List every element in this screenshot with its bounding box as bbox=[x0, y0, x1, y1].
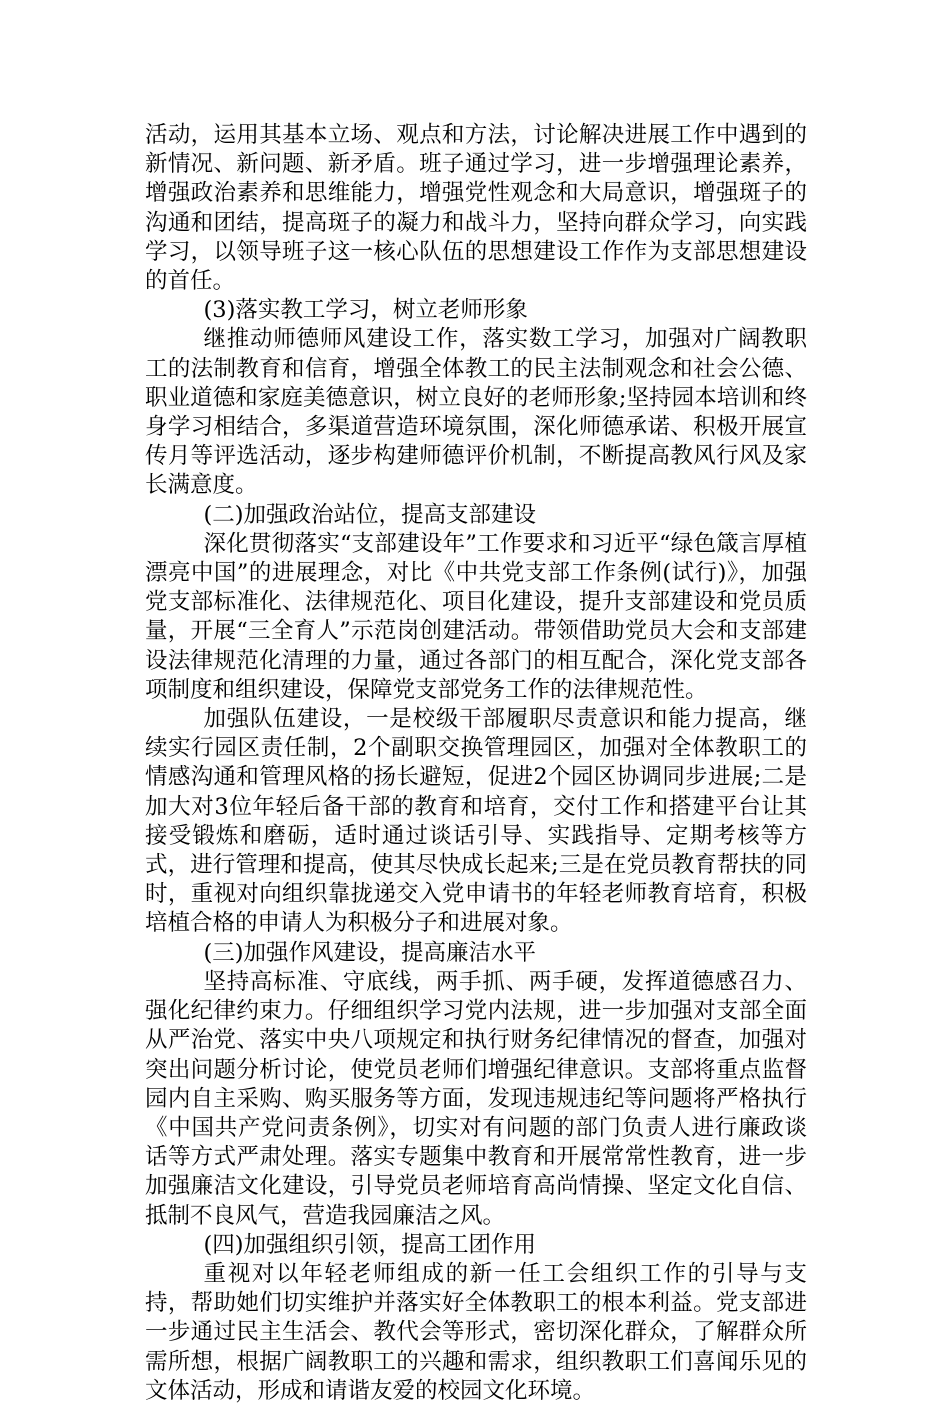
subheading-teacher-learning: (3)落实教工学习，树立老师形象 bbox=[203, 297, 528, 324]
subheading-organization: (四)加强组织引领，提高工团作用 bbox=[203, 1231, 537, 1258]
paragraph-continuation: 活动，运用其基本立场、观点和方法，讨论解决进展工作中遇到的新情况、新问题、新矛盾。班子通过学习，进一步增强理论素养，增强政治素养和思维能力，增强党性观念和大局意识，增强斑子的沟通和团结，提高斑子的凝力和战斗力，坚持向群众学习，向实践学习，以领导班子这一核心队伍的思想建设工作作为支部思想建设的首任。 bbox=[145, 122, 807, 295]
subheading-political-stance: (二)加强政治站位，提高支部建设 bbox=[203, 501, 537, 528]
subheading-work-style: (三)加强作风建设，提高廉洁水平 bbox=[203, 939, 537, 966]
paragraph-branch-building: 深化贯彻落实“支部建设年”工作要求和习近平“绿色箴言厚植漂亮中国”的进展理念，对比《中共党支部工作条例(试行)》，加强党支部标准化、法律规范化、项目化建设，提升支部建设和党员质量，开展“三全育人”示范岗创建活动。带领借助党员大会和支部建设法律规范化清理的力量，通过各部门的相互配合，深化党支部各项制度和组织建设，保障党支部党务工作的法律规范性。 bbox=[145, 530, 807, 703]
paragraph-union-work: 重视对以年轻老师组成的新一任工会组织工作的引导与支持，帮助她们切实维护并落实好全体教职工的根本利益。党支部进一步通过民主生活会、教代会等形式，密切深化群众，了解群众所需所想，根据广阔教职工的兴趣和需求，组织教职工们喜闻乐见的文体活动，形成和请谐友爱的校园文化环境。 bbox=[145, 1260, 807, 1404]
paragraph-team-building: 加强队伍建设，一是校级干部履职尽责意识和能力提高，继续实行园区责任制，2个副职交换管理园区，加强对全体教职工的情感沟通和管理风格的扬长避短，促进2个园区协调同步进展;二是加大对3位年轻后备干部的教育和培育，交付工作和搭建平台让其接受锻炼和磨砺，适时通过谈话引导、实践指导、定期考核等方式，进行管理和提高，使其尽快成长起来;三是在党员教育帮扶的同时，重视对向组织靠拢递交入党申请书的年轻老师教育培育，积极培植合格的申请人为积极分子和进展对象。 bbox=[145, 706, 807, 937]
document-body bbox=[145, 121, 807, 1406]
paragraph-integrity: 坚持高标准、守底线，两手抓、两手硬，发挥道德感召力、强化纪律约束力。仔细组织学习党内法规，进一步加强对支部全面从严治党、落实中央八项规定和执行财务纪律情况的督查，加强对突出问题分析讨论，使党员老师们增强纪律意识。支部将重点监督园内自主采购、购买服务等方面，发现违规违纪等问题将严格执行《中国共产党问责条例》，切实对有问题的部门负责人进行廉政谈话等方式严肃处理。落实专题集中教育和开展常常性教育，进一步加强廉洁文化建设，引导党员老师培育高尚情操、坚定文化自信、抵制不良风气，营造我园廉洁之风。 bbox=[145, 968, 807, 1229]
paragraph-teacher-ethics: 继推动师德师风建设工作，落实数工学习，加强对广阔教职工的法制教育和信育，增强全体教工的民主法制观念和社会公德、职业道德和家庭美德意识，树立良好的老师形象;坚持园本培训和终身学习相结合，多渠道营造环境氛围，深化师德承诺、积极开展宣传月等评选活动，逐步构建师德评价机制，不断提高教风行风及家长满意度。 bbox=[145, 326, 807, 499]
